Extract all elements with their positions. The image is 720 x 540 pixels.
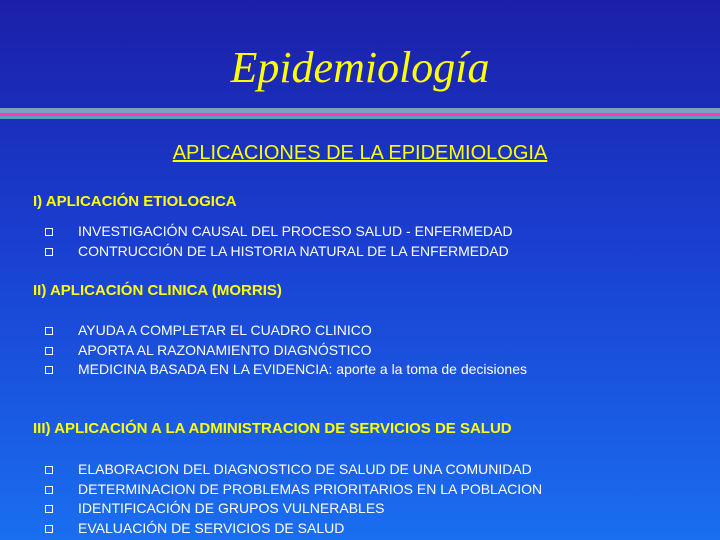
section-heading-administracion: III) APLICACIÓN A LA ADMINISTRACION DE SERVICIOS DE SALUD <box>33 420 512 437</box>
hollow-square-bullet-icon <box>45 366 53 374</box>
hollow-square-bullet-icon <box>45 525 53 533</box>
hollow-square-bullet-icon <box>45 327 53 335</box>
hollow-square-bullet-icon <box>45 248 53 256</box>
list-item-text: ELABORACION DEL DIAGNOSTICO DE SALUD DE UNA COMUNIDAD <box>78 461 532 477</box>
list-item-text: DETERMINACION DE PROBLEMAS PRIORITARIOS EN LA POBLACION <box>78 480 543 497</box>
section-heading-clinica: II) APLICACIÓN CLINICA (MORRIS) <box>33 282 282 299</box>
title-divider-bottom <box>0 116 720 119</box>
list-item <box>45 519 542 539</box>
list-item-text: CONTRUCCIÓN DE LA HISTORIA NATURAL DE LA ENFERMEDAD <box>78 242 509 259</box>
list-item <box>45 499 542 519</box>
slide-subtitle: APLICACIONES DE LA EPIDEMIOLOGIA <box>172 142 548 164</box>
list-item-text: EVALUACIÓN DE SERVICIOS DE SALUD <box>78 519 345 536</box>
list-item <box>45 460 542 480</box>
section-heading-etiologica: I) APLICACIÓN ETIOLOGICA <box>33 193 237 210</box>
list-item <box>45 242 513 262</box>
list-item <box>45 222 513 242</box>
hollow-square-bullet-icon <box>45 486 53 494</box>
list-item-text: AYUDA A COMPLETAR EL CUADRO CLINICO <box>78 322 372 338</box>
list-item-text: IDENTIFICACIÓN DE GRUPOS VULNERABLES <box>78 500 385 516</box>
section-list-etiologica <box>45 222 513 261</box>
hollow-square-bullet-icon <box>45 505 53 513</box>
list-item <box>45 480 542 500</box>
list-item <box>45 360 527 380</box>
list-item <box>45 341 527 361</box>
list-item-text: INVESTIGACIÓN CAUSAL DEL PROCESO SALUD - ENFERMEDAD <box>78 223 513 239</box>
list-item-text: MEDICINA BASADA EN LA EVIDENCIA: aporte a la toma de decisiones <box>78 361 527 377</box>
hollow-square-bullet-icon <box>45 466 53 474</box>
section-list-administracion <box>45 460 542 538</box>
slide-title: Epidemiología <box>230 43 490 92</box>
list-item-text: APORTA AL RAZONAMIENTO DIAGNÓSTICO <box>78 341 372 358</box>
list-item <box>45 321 527 341</box>
section-list-clinica <box>45 321 527 380</box>
hollow-square-bullet-icon <box>45 347 53 355</box>
hollow-square-bullet-icon <box>45 228 53 236</box>
